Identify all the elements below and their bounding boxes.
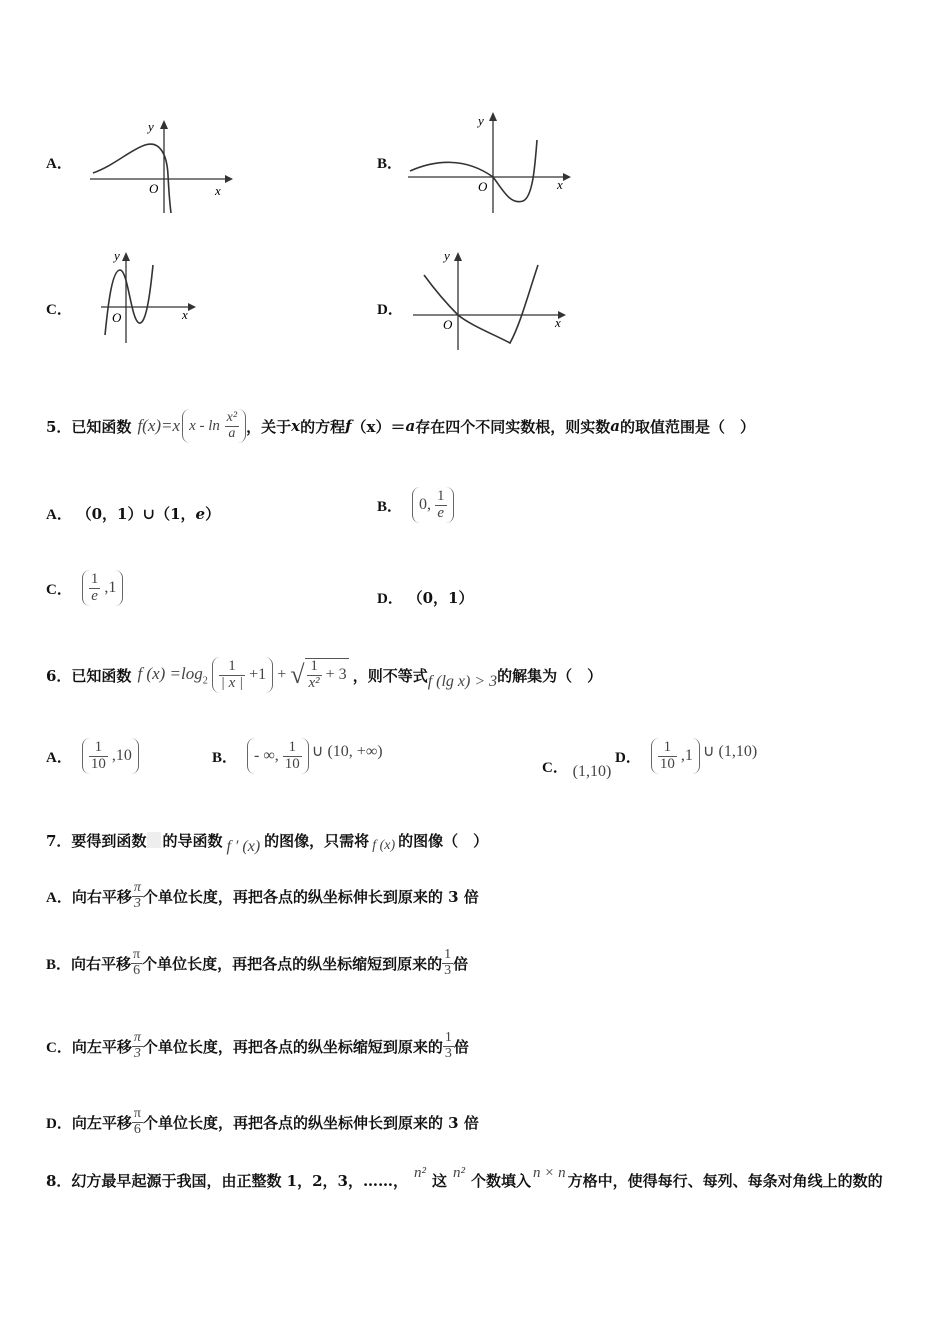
q5-eq-f: f bbox=[345, 417, 352, 435]
q5-frac: $\frac{\text{x²}}{a}$ bbox=[226, 409, 238, 441]
option-d-label: D． bbox=[377, 302, 403, 318]
q8-n2a: n² bbox=[413, 1164, 426, 1181]
q6-ineq: f (lg x) > 3 bbox=[427, 673, 498, 690]
q7-text3: 的图像（ ） bbox=[398, 831, 489, 850]
question-6 bbox=[46, 645, 602, 705]
q5-func-paren bbox=[182, 409, 246, 443]
option-c-label: C． bbox=[46, 302, 72, 318]
q7-option-c: C． 向左平移 $\frac{\pi}{3}$ 个单位长度，再把各点的纵坐标缩短到原来的 $\frac{1}{3}$ 倍 bbox=[46, 1029, 469, 1061]
y-label: y bbox=[444, 248, 450, 263]
graph-option-d bbox=[410, 245, 570, 355]
x-axis-arrow bbox=[188, 303, 196, 311]
graph-option-c bbox=[98, 245, 208, 345]
q7-option-a: A． 向右平移 $\frac{\pi}{3}$ 个单位长度，再把各点的纵坐标伸长到原来的 3 倍 bbox=[46, 879, 479, 911]
curve bbox=[424, 265, 538, 343]
x-label: x bbox=[215, 183, 221, 198]
q6-log-base: 2 bbox=[202, 675, 208, 687]
y-axis-arrow bbox=[489, 112, 497, 121]
q6-text2: 的解集为（ ） bbox=[497, 666, 603, 685]
y-label: y bbox=[148, 119, 154, 134]
q5-inner: x - ln bbox=[189, 418, 220, 434]
q7-text: 的导函数 bbox=[162, 831, 223, 850]
q5-option-c: C． $\frac{1}{e}$ ,1 bbox=[46, 563, 123, 613]
q7-option-b: B． 向右平移 $\frac{\pi}{6}$ 个单位长度，再把各点的纵坐标缩短到原来的 $\frac{1}{3}$ 倍 bbox=[46, 946, 469, 978]
q7-fprime: f ′ (x) bbox=[226, 838, 261, 855]
q7-text2: 的图像，只需将 bbox=[264, 831, 370, 850]
y-label: y bbox=[114, 248, 120, 263]
x-label: x bbox=[182, 307, 188, 322]
question-7 bbox=[46, 820, 488, 860]
q5-var-a: a bbox=[610, 417, 620, 435]
q8-n2b: n² bbox=[453, 1164, 465, 1181]
graph-option-a bbox=[85, 115, 235, 215]
q5-text2: 的方程 bbox=[300, 417, 346, 436]
question-5 bbox=[46, 398, 755, 454]
q5-eq-a: a bbox=[405, 417, 416, 435]
q7-option-d: D． 向左平移 $\frac{\pi}{6}$ 个单位长度，再把各点的纵坐标伸长到原来的 3 倍 bbox=[46, 1105, 479, 1137]
sqrt-icon: √ bbox=[290, 660, 305, 689]
q6-option-c: C． (1,10) bbox=[542, 760, 612, 780]
q6-option-a: A． $\frac{1}{10}$ ,10 bbox=[46, 730, 139, 782]
q5-number: 5．已知函数 bbox=[46, 417, 132, 436]
x-axis-arrow bbox=[563, 173, 571, 181]
q6-plus: + bbox=[277, 666, 287, 683]
y-axis-arrow bbox=[122, 252, 130, 261]
q5-func-lhs: f(x)=x bbox=[137, 416, 181, 435]
formula-placeholder-image bbox=[147, 832, 161, 848]
y-axis-arrow bbox=[160, 120, 168, 129]
y-axis-arrow bbox=[454, 252, 462, 261]
q6-option-b: B． - ∞, $\frac{1}{10}$ ∪ (10, +∞) bbox=[212, 730, 383, 782]
q6-text: ，则不等式 bbox=[352, 666, 428, 685]
q5-option-a: A． （0，1）∪（1，e） bbox=[46, 505, 221, 523]
q8-text3: 方格中，使得每行、每列、每条对角线上的数的 bbox=[567, 1171, 883, 1190]
q5-option-b: B． 0, $\frac{1}{e}$ bbox=[377, 480, 454, 530]
q5-option-d: D． （0，1） bbox=[377, 589, 474, 607]
q5-text3: 存在四个不同实数根，则实数 bbox=[415, 417, 611, 436]
q8-text: 这 bbox=[431, 1171, 447, 1190]
q8-text2: 个数填入 bbox=[471, 1171, 532, 1190]
y-label: y bbox=[478, 113, 484, 128]
q6-log-arg: $\frac{1}{| x |}$ +1 bbox=[212, 657, 273, 694]
curve bbox=[410, 140, 537, 202]
option-b-label: B． bbox=[377, 156, 403, 172]
q7-number: 7．要得到函数 bbox=[46, 831, 147, 850]
q5-var-x: x bbox=[291, 417, 301, 435]
q6-number: 6．已知函数 bbox=[46, 666, 132, 685]
origin-label: O bbox=[478, 179, 488, 194]
q5-text: ，关于 bbox=[246, 417, 292, 436]
origin-label: O bbox=[112, 310, 122, 325]
q5-eq-paren: （x）＝ bbox=[351, 417, 406, 436]
q6-func: f (x) =log bbox=[137, 663, 203, 683]
x-label: x bbox=[555, 315, 561, 330]
x-label: x bbox=[557, 177, 563, 192]
q6-sqrt-body: $\frac{1}{\text{x²}}$ + 3 bbox=[305, 658, 349, 692]
question-8 bbox=[46, 1160, 883, 1200]
q8-number: 8．幻方最早起源于我国，由正整数 1，2，3，……， bbox=[46, 1171, 408, 1190]
q5-text4: 的取值范围是（ ） bbox=[619, 417, 755, 436]
q8-nxn: n × n bbox=[533, 1164, 566, 1181]
x-axis-arrow bbox=[225, 175, 233, 183]
q7-fx: f (x) bbox=[372, 838, 396, 853]
graph-option-b bbox=[405, 105, 575, 215]
q6-option-d: D． $\frac{1}{10}$ ,1 ∪ (1,10) bbox=[615, 730, 757, 782]
origin-label: O bbox=[149, 181, 159, 196]
option-a-label: A． bbox=[46, 156, 72, 172]
origin-label: O bbox=[443, 317, 453, 332]
